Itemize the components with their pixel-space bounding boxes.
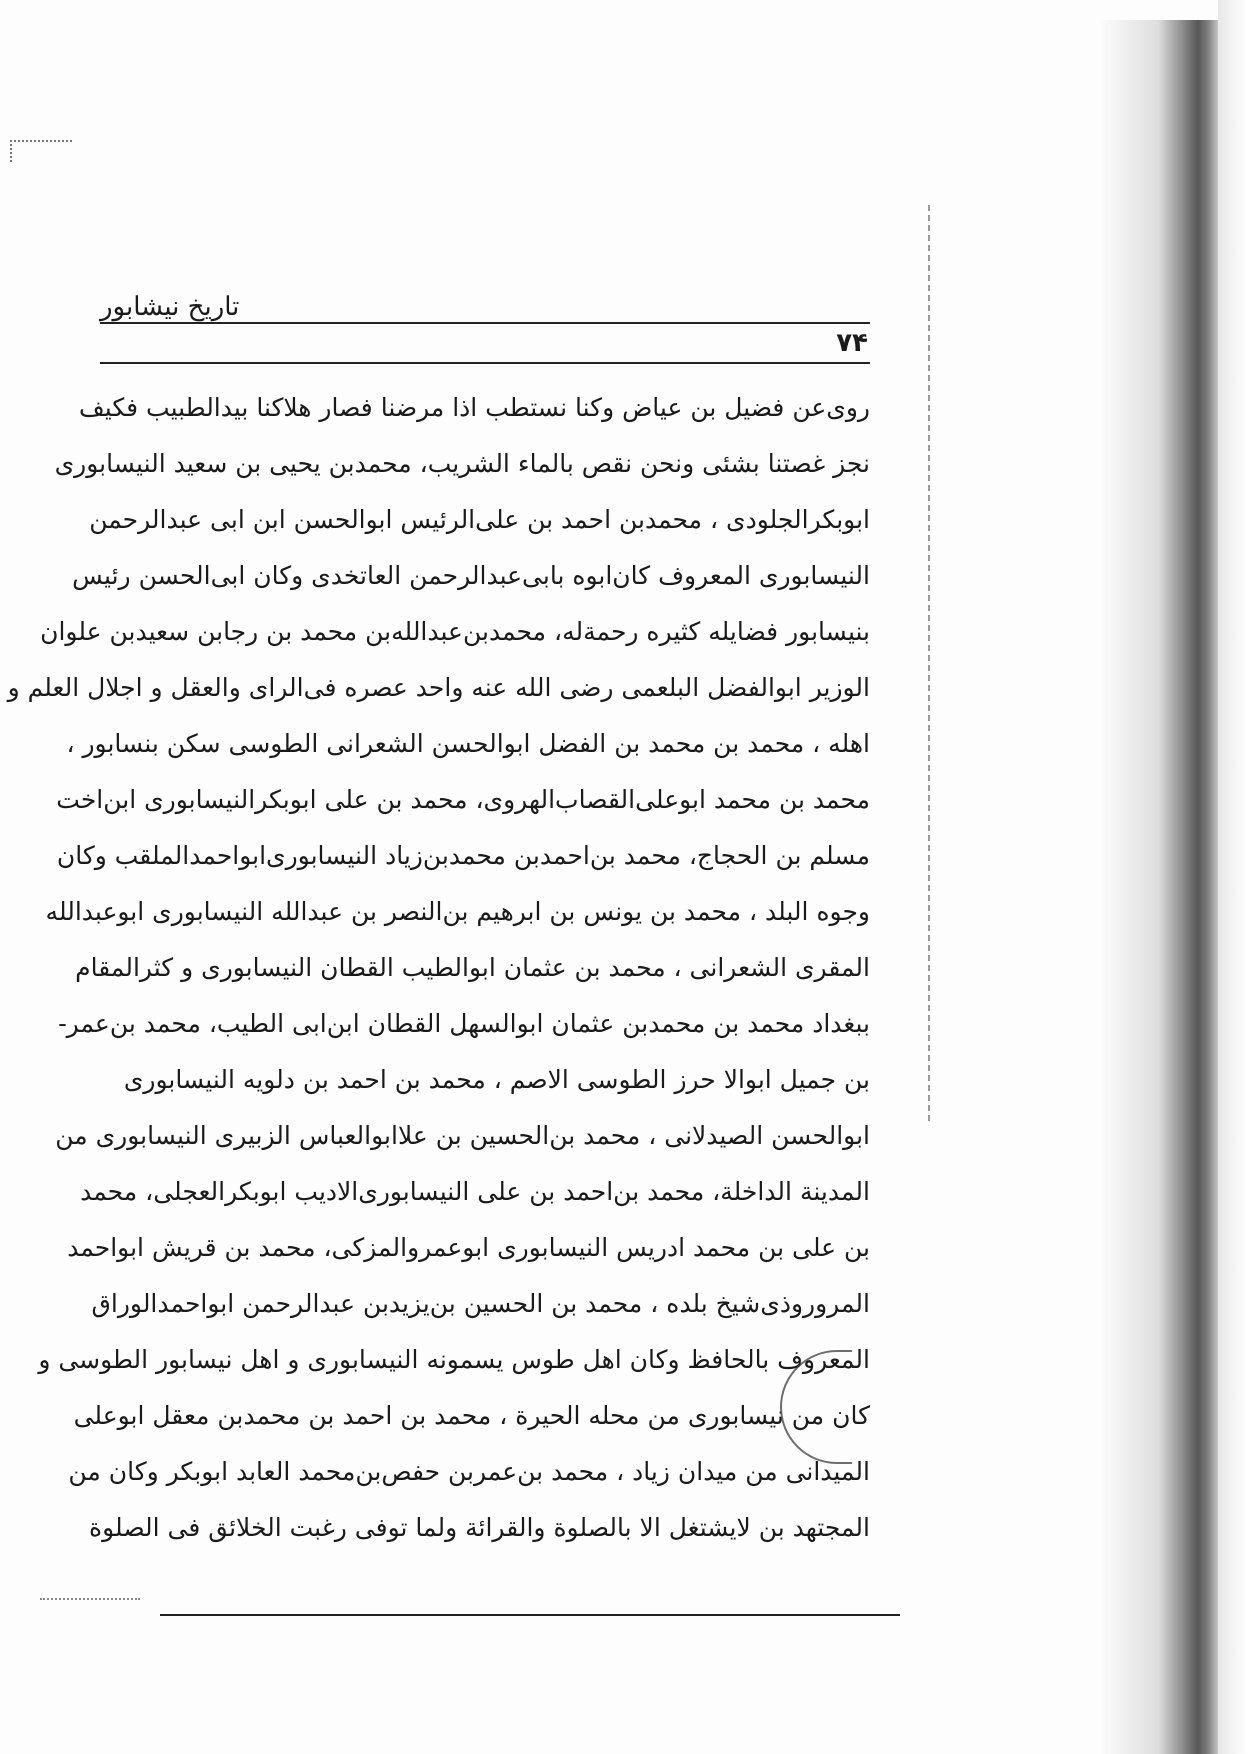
text-line: ابوالحسن الصیدلانی ، محمد بن‌الحسین بن علاابوالعباس الزبیری النیسابوری من bbox=[55, 1121, 870, 1150]
binding-shadow bbox=[1098, 20, 1218, 1754]
text-line: المجتهد بن لایشتغل الا بالصلوة والقرائة ولما توفی رغبت الخلائق فی الصلوة bbox=[89, 1513, 870, 1542]
text-line: بن علی بن محمد ادریس النیسابوری ابوعمروالمزکی، محمد بن قریش ابواحمد bbox=[67, 1233, 870, 1262]
running-head-title: تاریخ نیشابور bbox=[100, 292, 240, 322]
binding-edge bbox=[1218, 0, 1248, 1754]
scan-footer-dots bbox=[40, 1598, 140, 1600]
text-line: بنیسابور فضایله کثیره رحمةله، محمدبن‌عبدالله‌بن محمد بن رجابن سعیدبن علوان bbox=[40, 617, 870, 646]
footer-rule bbox=[160, 1614, 900, 1616]
header-rule-lower bbox=[100, 362, 870, 364]
page-number: ۷۴ bbox=[836, 328, 868, 358]
text-line: کان من نیسابوری من محله الحیرة ، محمد بن احمد بن محمدبن معقل ابوعلی bbox=[73, 1401, 870, 1430]
text-line: ابوبکرالجلودی ، محمدبن احمد بن علی‌الرئیس ابوالحسن ابن ابی عبدالرحمن bbox=[89, 505, 870, 534]
text-line: ببغداد محمد بن محمدبن عثمان ابوالسهل القطان ابن‌ابی الطیب، محمد بن‌عمر- bbox=[58, 1009, 870, 1038]
margin-line bbox=[928, 205, 930, 1125]
text-line: المقری الشعرانی ، محمد بن عثمان ابوالطیب القطان النیسابوری و کثرالمقام bbox=[75, 953, 870, 982]
text-line: الوزیر ابوالفضل البلعمی رضی الله عنه واحد عصره فی‌الرای والعقل و اجلال العلم و bbox=[7, 673, 870, 702]
body-text bbox=[7, 380, 870, 1556]
text-line: النیسابوری المعروف کان‌ابوه بابی‌عبدالرحمن العاتخدی وکان ابی‌الحسن رئیس bbox=[72, 561, 870, 590]
text-line: اهله ، محمد بن محمد بن الفضل ابوالحسن الشعرانی الطوسی سکن بنسابور ، bbox=[66, 729, 870, 758]
text-line: المروروذی‌شیخ بلده ، محمد بن الحسین بن‌یزیدبن عبدالرحمن ابواحمدالوراق bbox=[91, 1289, 870, 1318]
text-line: المدینة الداخلة، محمد بن‌احمد بن علی النیسابوری‌الادیب ابوبکرالعجلی، محمد bbox=[80, 1177, 870, 1206]
text-line: المیدانی من میدان زیاد ، محمد بن‌عمربن حفص‌بن‌محمد العابد ابوبکر وکان من bbox=[68, 1457, 870, 1486]
scan-corner-mark bbox=[10, 140, 72, 162]
text-line: وجوه البلد ، محمد بن یونس بن ابرهیم بن‌النصر بن عبدالله النیسابوری ابوعبدالله bbox=[45, 897, 870, 926]
text-line: مسلم بن الحجاج، محمد بن‌احمدبن محمدبن‌زیاد النیسابوری‌ابواحمدالملقب وکان bbox=[56, 841, 870, 870]
text-line: نجز غصتنا بشئی ونحن نقص بالماء الشریب، محمدبن یحیی بن سعید النیسابوری bbox=[54, 449, 870, 478]
text-line: بن جمیل ابوالا حرز الطوسی الاصم ، محمد بن احمد بن دلویه النیسابوری bbox=[123, 1065, 870, 1094]
header-rule bbox=[100, 322, 870, 324]
text-line: المعروف بالحافظ وکان اهل طوس یسمونه النیسابوری و اهل نیسابور الطوسی و bbox=[38, 1345, 870, 1374]
text-line: محمد بن محمد ابوعلی‌القصاب‌الهروی، محمد بن علی ابوبکرالنیسابوری ابن‌اخت bbox=[56, 785, 870, 814]
text-line: روی‌عن فضیل بن عیاض وکنا نستطب اذا مرضنا فصار هلاکنا بیدالطبیب فکیف bbox=[78, 393, 870, 422]
